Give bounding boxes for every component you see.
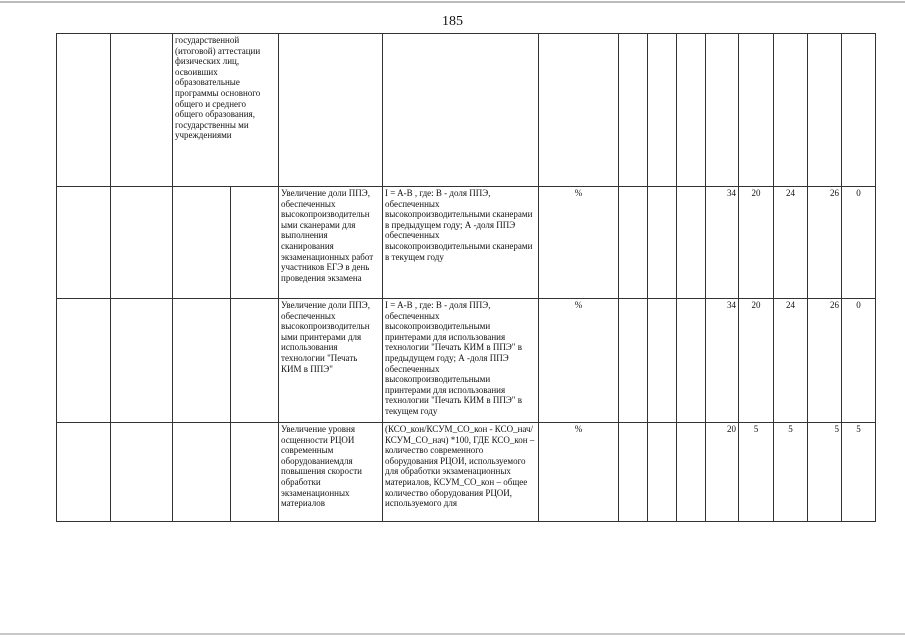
value-cell: 34 — [706, 187, 739, 299]
value-cell: 5 — [808, 423, 842, 522]
value-cell: 5 — [739, 423, 774, 522]
value-cell: 5 — [842, 423, 876, 522]
table-cell — [57, 423, 111, 522]
value-cell: 26 — [808, 187, 842, 299]
value-cell — [706, 34, 739, 187]
formula-cell: (КСО_кон/КСУМ_СО_кон - КСО_нач/КСУМ_СО_нач) *100, ГДЕ КСО_кон – количество современного оборудования РЦОИ, используемого для обработки экзаменационных материалов, КСУМ_СО_кон – общее количество оборудования РЦОИ, используемого для — [383, 423, 539, 522]
table-cell — [111, 299, 173, 423]
table-cell — [173, 423, 231, 522]
measure-name-cell — [279, 34, 383, 187]
table-cell — [173, 187, 231, 299]
scan-bottom-rule — [0, 633, 905, 635]
value-cell: 5 — [774, 423, 808, 522]
scan-top-rule — [0, 1, 905, 3]
document-table — [56, 33, 876, 522]
value-cell: 34 — [706, 299, 739, 423]
measure-name-cell: Увеличение доли ППЭ, обеспеченных высокопроизводительн ыми сканерами для выполнения сканирования экзаменационных работ участников ЕГЭ в день проведения экзамена — [279, 187, 383, 299]
table-cell — [619, 423, 648, 522]
formula-cell — [383, 34, 539, 187]
formula-cell: I = A-B , где: В - доля ППЭ, обеспеченных высокопроизводительными принтерами для использования технологии "Печать КИМ в ППЭ" в предыдущем году; А -доля ППЭ обеспеченных высокопроизводительными принтерами для использования технологии "Печать КИМ в ППЭ" в текущем году — [383, 299, 539, 423]
table-cell — [677, 423, 706, 522]
table-cell — [111, 34, 173, 187]
unit-cell: % — [539, 423, 619, 522]
measure-name-cell: Увеличение доли ППЭ, обеспеченных высокопроизводительн ыми принтерами для использования технологии "Печать КИМ в ППЭ" — [279, 299, 383, 423]
formula-cell: I = A-B , где: В - доля ППЭ, обеспеченных высокопроизводительными сканерами в предыдущем году; А -доля ППЭ обеспеченных высокопроизводительными сканерами в текущем году — [383, 187, 539, 299]
table-cell — [648, 299, 677, 423]
table-cell — [111, 187, 173, 299]
table-cell — [677, 299, 706, 423]
table-row — [57, 299, 876, 423]
table-cell — [111, 423, 173, 522]
measure-name-cell: Увеличение уровня осщенности РЦОИ современным оборудованиемдля повышения скорости обработки экзаменационных материалов — [279, 423, 383, 522]
table-row — [57, 34, 876, 187]
value-cell — [808, 34, 842, 187]
indicator-cell: государственной (итоговой) аттестации физических лиц, освоивших образовательные программы основного общего и среднего общего образования, государственны ми учреждениями — [173, 34, 279, 187]
table-cell — [57, 187, 111, 299]
value-cell: 20 — [706, 423, 739, 522]
unit-cell: % — [539, 187, 619, 299]
value-cell — [774, 34, 808, 187]
unit-cell: % — [539, 299, 619, 423]
table-cell — [231, 187, 279, 299]
table-cell — [677, 34, 706, 187]
value-cell: 0 — [842, 187, 876, 299]
value-cell: 26 — [808, 299, 842, 423]
table-cell — [619, 34, 648, 187]
table-cell — [619, 299, 648, 423]
table-cell — [57, 34, 111, 187]
table-cell — [648, 187, 677, 299]
value-cell — [842, 34, 876, 187]
table-cell — [173, 299, 231, 423]
table-cell — [57, 299, 111, 423]
value-cell: 20 — [739, 187, 774, 299]
table-cell — [648, 34, 677, 187]
table-cell — [677, 187, 706, 299]
value-cell: 24 — [774, 187, 808, 299]
table-row — [57, 423, 876, 522]
page-number: 185 — [442, 14, 463, 29]
table-cell — [231, 423, 279, 522]
table-cell — [648, 423, 677, 522]
value-cell: 24 — [774, 299, 808, 423]
value-cell — [739, 34, 774, 187]
table-cell — [231, 299, 279, 423]
table-row — [57, 187, 876, 299]
unit-cell — [539, 34, 619, 187]
value-cell: 20 — [739, 299, 774, 423]
table-cell — [619, 187, 648, 299]
value-cell: 0 — [842, 299, 876, 423]
